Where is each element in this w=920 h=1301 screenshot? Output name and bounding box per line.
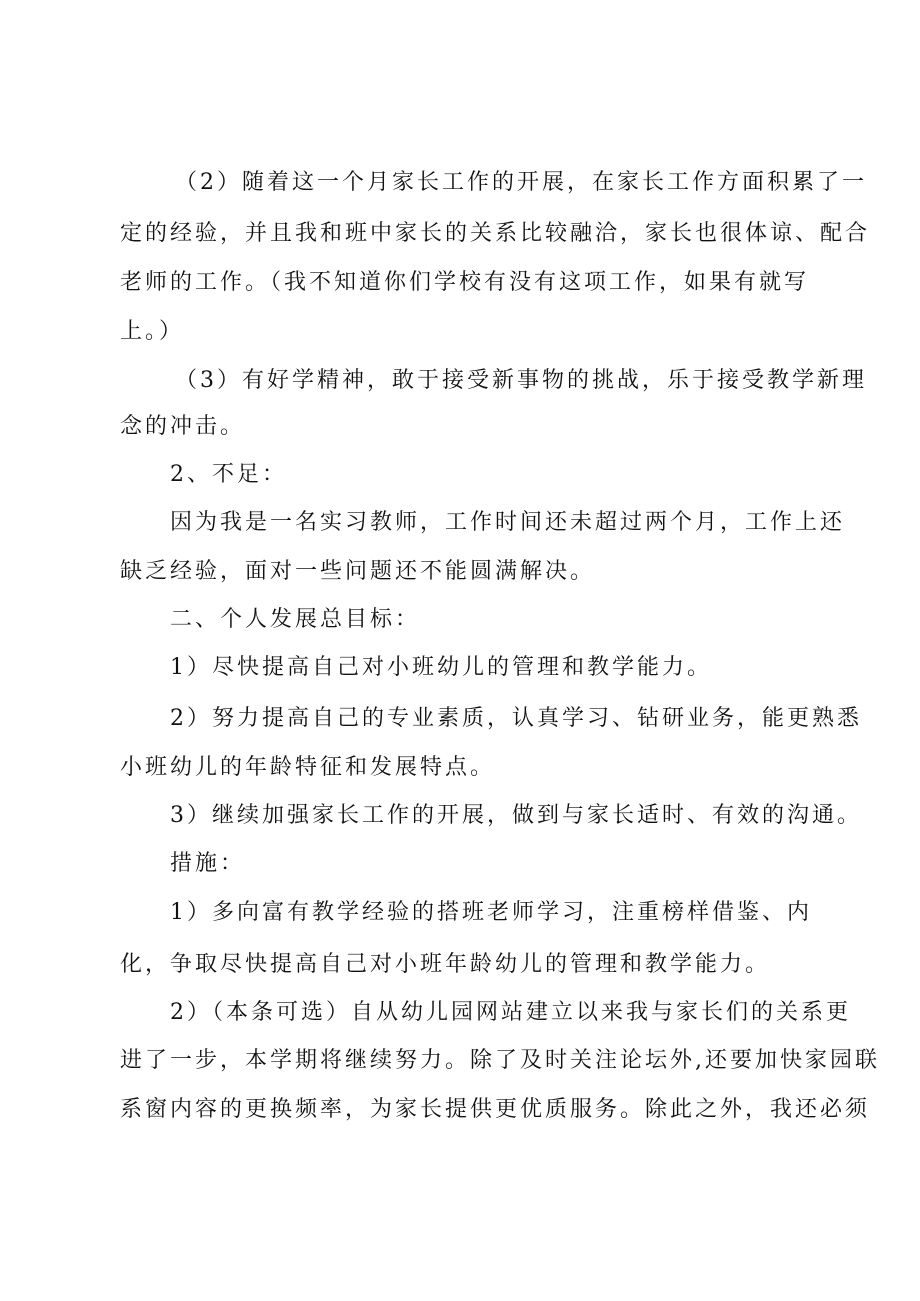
text-line: 1）尽快提高自己对小班幼儿的管理和教学能力。 [170, 655, 712, 680]
text-line: 化，争取尽快提高自己对小班年龄幼儿的管理和教学能力。 [120, 952, 771, 977]
section-heading: 措施： [170, 851, 246, 876]
text-line: 系窗内容的更换频率，为家长提供更优质服务。除此之外，我还必须 [120, 1097, 871, 1122]
text-line: 老师的工作。（我不知道你们学校有没有这项工作，如果有就写 [120, 270, 810, 295]
text-line: 3）继续加强家长工作的开展，做到与家长适时、有效的沟通。 [170, 803, 862, 828]
section-heading: 2、不足： [170, 462, 287, 487]
section-heading: 二、个人发展总目标： [170, 607, 421, 632]
text-line: 1）多向富有教学经验的搭班老师学习，注重榜样借鉴、内 [170, 900, 812, 925]
text-line: 上。） [120, 319, 185, 344]
text-line: 进了一步，本学期将继续努力。除了及时关注论坛外,还要加快家园联 [120, 1048, 880, 1073]
text-line: 小班幼儿的年龄特征和发展特点。 [120, 755, 496, 780]
text-line: 缺乏经验，面对一些问题还不能圆满解决。 [120, 559, 596, 584]
text-line: （2）随着这一个月家长工作的开展，在家长工作方面积累了一 [175, 170, 867, 195]
text-line: 2）（本条可选）自从幼儿园网站建立以来我与家长们的关系更 [170, 1000, 851, 1025]
text-line: 念的冲击。 [120, 414, 246, 439]
text-line: （3）有好学精神，敢于接受新事物的挑战，乐于接受教学新理 [175, 368, 867, 393]
text-line: 因为我是一名实习教师，工作时间还未超过两个月，工作上还 [170, 510, 846, 535]
text-line: 定的经验，并且我和班中家长的关系比较融洽，家长也很体谅、配合 [120, 221, 871, 246]
text-line: 2）努力提高自己的专业素质，认真学习、钻研业务，能更熟悉 [170, 706, 862, 731]
